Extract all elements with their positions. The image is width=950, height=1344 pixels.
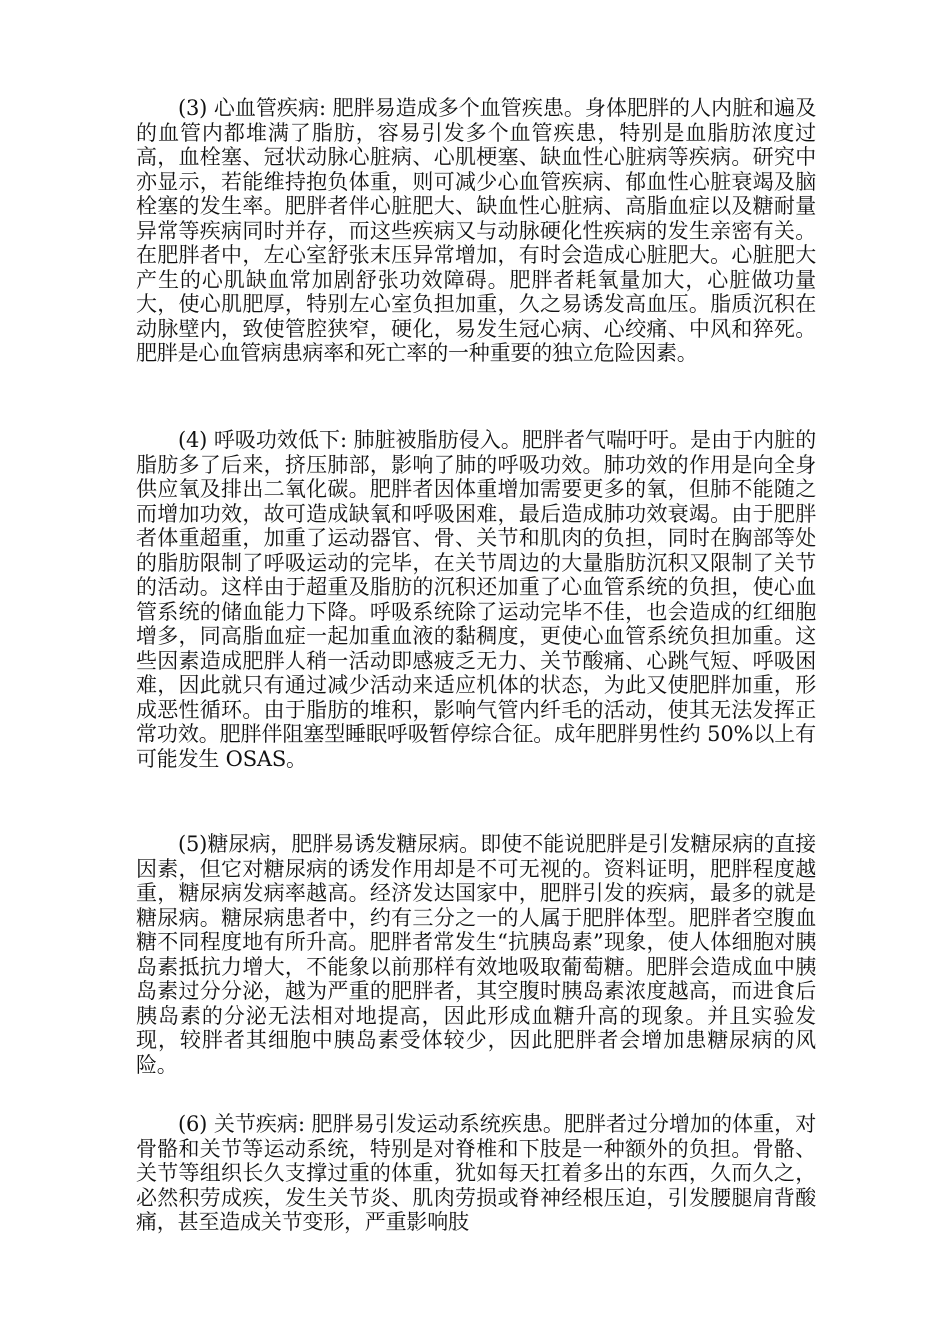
paragraph-cardiovascular-disease: (3) 心血管疾病: 肥胖易造成多个血管疾患。身体肥胖的人内脏和遍及的血管内都堆满了脂肪，容易引发多个血管疾患，特别是血脂肪浓度过高，血栓塞、冠状动脉心脏病、心肌梗塞、缺血性心脏病等疾病。研究中亦显示，若能维持抱负体重，则可减少心血管疾病、郁血性心脏衰竭及脑栓塞的发生率。肥胖者伴心脏肥大、缺血性心脏病、高脂血症以及糖耐量异常等疾病同时并存，而这些疾病又与动脉硬化性疾病的发生亲密有关。在肥胖者中，左心室舒张末压异常增加，有时会造成心脏肥大。心脏肥大产生的心肌缺血常加剧舒张功效障碍。肥胖者耗氧量加大，心脏做功量大，使心肌肥厚，特别左心室负担加重，久之易诱发高血压。脂质沉积在动脉壁内，致使管腔狭窄，硬化，易发生冠心病、心绞痛、中风和猝死。肥胖是心血管病患病率和死亡率的一种重要的独立危险因素。 (136, 96, 816, 365)
paragraph-diabetes: (5)糖尿病，肥胖易诱发糖尿病。即使不能说肥胖是引发糖尿病的直接因素，但它对糖尿病的诱发作用却是不可无视的。资料证明，肥胖程度越重，糖尿病发病率越高。经济发达国家中，肥胖引发的疾病，最多的就是糖尿病。糖尿病患者中，约有三分之一的人属于肥胖体型。肥胖者空腹血糖不同程度地有所升高。肥胖者常发生“抗胰岛素”现象，使人体细胞对胰岛素抵抗力增大，不能象以前那样有效地吸取葡萄糖。肥胖会造成血中胰岛素过分分泌，越为严重的肥胖者，其空腹时胰岛素浓度越高，而进食后胰岛素的分泌无法相对地提高，因此形成血糖升高的现象。并且实验发现，较胖者其细胞中胰岛素受体较少，因此肥胖者会增加患糖尿病的风险。 (136, 832, 816, 1077)
paragraph-respiratory-function: (4) 呼吸功效低下: 肺脏被脂肪侵入。肥胖者气喘吁吁。是由于内脏的脂肪多了后来，挤压肺部，影响了肺的呼吸功效。肺功效的作用是向全身供应氧及排出二氧化碳。肥胖者因体重增加需要更多的氧，但肺不能随之而增加功效，故可造成缺氧和呼吸困难，最后造成肺功效衰竭。由于肥胖者体重超重，加重了运动器官、骨、关节和肌肉的负担，同时在胸部等处的脂肪限制了呼吸运动的完毕，在关节周边的大量脂肪沉积又限制了关节的活动。这样由于超重及脂肪的沉积还加重了心血管系统的负担，使心血管系统的储血能力下降。呼吸系统除了运动完毕不佳，也会造成的红细胞增多，同高脂血症一起加重血液的黏稠度，更使心血管系统负担加重。这些因素造成肥胖人稍一活动即感疲乏无力、关节酸痛、心跳气短、呼吸困难，因此就只有通过减少活动来适应机体的状态，为此又使肥胖加重，形成恶性循环。由于脂肪的堆积，影响气管内纤毛的活动，使其无法发挥正常功效。肥胖伴阻塞型睡眠呼吸暂停综合征。成年肥胖男性约 50%以上有可能发生 OSAS。 (136, 428, 816, 771)
paragraph-joint-disease: (6) 关节疾病: 肥胖易引发运动系统疾患。肥胖者过分增加的体重，对骨骼和关节等运动系统，特别是对脊椎和下肢是一种额外的负担。骨骼、关节等组织长久支撑过重的体重，犹如每天扛着多出的东西，久而久之，必然积劳成疾，发生关节炎、肌肉劳损或脊神经根压迫，引发腰腿肩背酸痛，甚至造成关节变形，严重影响肢 (136, 1112, 816, 1234)
